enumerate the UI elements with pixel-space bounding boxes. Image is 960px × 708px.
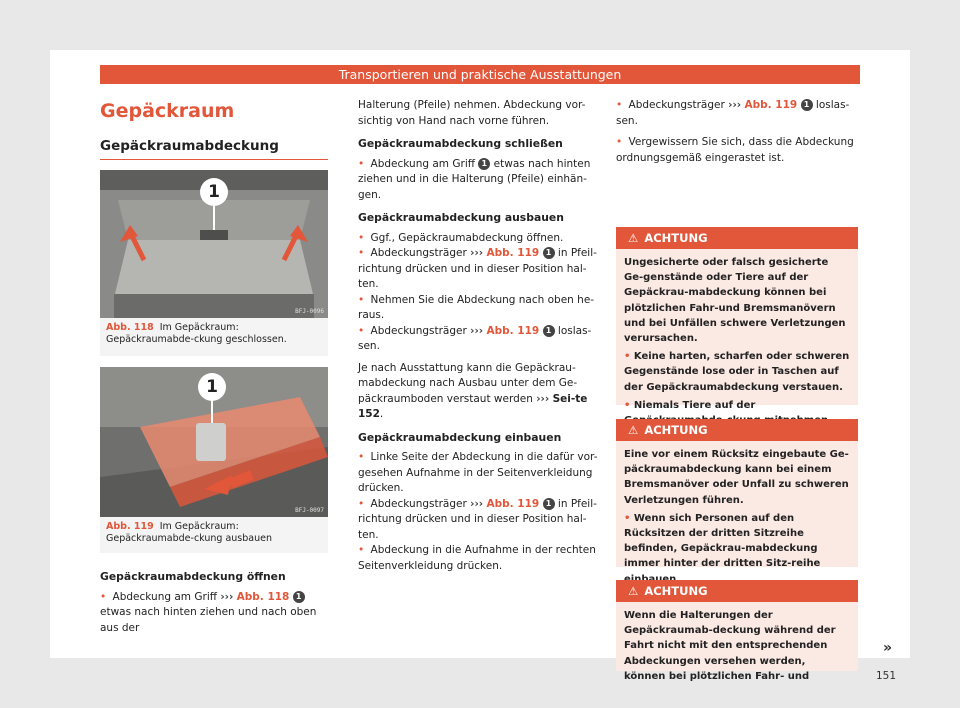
figure-119-caption — [100, 517, 328, 553]
heading-install: Gepäckraumabdeckung einbauen — [358, 430, 562, 444]
page — [50, 50, 910, 682]
bullet-dot: • — [624, 512, 631, 524]
bullet-text: Abdeckungsträger — [370, 247, 467, 259]
figure-reference-link[interactable]: Abb. 119 — [486, 324, 540, 337]
list-item — [358, 450, 602, 497]
bullet-text: etwas nach hinten ziehen und in die Halterung (Pfeile) einhän-gen. — [358, 157, 591, 201]
figure-119-callout: 1 — [198, 373, 226, 401]
list-item — [358, 543, 602, 574]
figure-118-callout: 1 — [200, 178, 228, 206]
warning-bullet-text: Wenn sich Personen auf den Rücksitzen der dritten Sitzreihe befinden, Gepäckrau-mabdeckung immer hinter der dritten Sitz-reihe — [624, 512, 821, 570]
bullet-text: Abdeckungsträger — [370, 324, 467, 337]
callout-number: 1 — [293, 591, 305, 603]
figure-118-caption — [100, 318, 328, 356]
figure-119-code: BFJ-0097 — [295, 507, 324, 514]
heading-open: Gepäckraumabdeckung öffnen — [100, 570, 286, 583]
bullet-dot: • — [100, 590, 107, 603]
bullet-text: loslas-sen. — [358, 324, 592, 352]
warning-bullet-text: Keine harten, scharfen oder schweren Gegenstände lose oder in Taschen auf der Gepäckraumabdeckung verstauen. — [624, 351, 850, 393]
bullet-text: Linke Seite der Abdeckung in die dafür vor-gesehen Aufnahme in der Seitenverkleidung drücken. — [358, 451, 598, 494]
page-number: 151 — [876, 670, 897, 682]
bullet-dot: • — [358, 231, 365, 244]
figure-119-caption-text: Im Gepäckraum: Gepäckraumabde-ckung ausbauen — [106, 521, 272, 544]
list-item — [358, 324, 602, 355]
list-item — [358, 497, 602, 544]
header-bar: Transportieren und praktische Ausstattungen — [100, 65, 860, 84]
warning-triangle-icon: ⚠ — [628, 231, 639, 245]
subsection-title: Gepäckraumabdeckung — [100, 138, 328, 160]
bullet-dot: • — [358, 324, 365, 337]
bullet-dot: • — [624, 399, 631, 411]
figure-118-caption-text: Im Gepäckraum: Gepäckraumabde-ckung geschlossen. — [106, 322, 287, 345]
warning-triangle-icon: ⚠ — [628, 423, 639, 437]
bullet-dot: • — [616, 136, 623, 148]
callout-number: 1 — [543, 247, 555, 259]
warning-title: ACHTUNG — [644, 423, 708, 437]
bullet-dot: • — [624, 351, 631, 363]
continue-mark: » — [883, 640, 893, 656]
column-3-text — [616, 98, 858, 166]
warning-text: Ungesicherte oder falsch gesicherte Ge-genstände oder Tiere auf der Gepäckrau-mabdeckung können bei plötzlichen Fahr-und Bremsmanövern und bei Unfällen schwere Verletzungen verursachen. — [624, 257, 846, 345]
warning-header — [616, 580, 858, 602]
bullet-dot: • — [616, 99, 623, 111]
paragraph: Je nach Ausstattung kann die Gepäckrau-mabdeckung nach Ausbau unter dem Ge-päckraumboden verstaut werden ››› Sei-te 152. — [358, 361, 588, 420]
page-reference-link[interactable]: Sei-te 152 — [358, 392, 588, 420]
callout-number: 1 — [543, 325, 555, 337]
figure-118-image — [100, 170, 328, 318]
figure-reference-link[interactable]: Abb. 118 — [236, 590, 290, 603]
warning-triangle-icon: ⚠ — [628, 584, 639, 598]
chevron-triple-icon: ››› — [470, 324, 484, 337]
bullet-text: etwas nach hinten ziehen und nach oben aus der — [100, 606, 317, 634]
chevron-triple-icon: ››› — [536, 392, 550, 405]
warning-bullet-text: Niemals Tiere auf der — [633, 399, 756, 411]
bullet-dot: • — [358, 293, 365, 306]
callout-number: 1 — [801, 99, 813, 111]
warning-title: ACHTUNG — [644, 584, 708, 598]
list-item — [358, 231, 602, 247]
bullet-text: Ggf., Gepäckraumabdeckung öffnen. — [370, 231, 564, 244]
bullet-dot: • — [358, 544, 365, 556]
warning-title: ACHTUNG — [644, 231, 708, 245]
warning-header — [616, 419, 858, 441]
bullet-text: in Pfeil-richtung drücken und in dieser Position hal-ten. — [358, 247, 597, 290]
warning-box — [616, 227, 858, 411]
chevron-triple-icon: ››› — [728, 99, 742, 111]
warning-body — [616, 441, 858, 598]
callout-number: 1 — [478, 158, 490, 170]
list-item — [624, 511, 850, 587]
list-item — [616, 135, 858, 166]
figure-118-code: BFJ-0096 — [295, 308, 324, 315]
figure-reference-link[interactable]: Abb. 119 — [744, 99, 798, 111]
bullet-text: Abdeckung am Griff — [112, 590, 217, 603]
list-item — [100, 590, 328, 637]
warning-box — [616, 419, 858, 570]
paragraph-text: Je nach Ausstattung kann die Gepäckrau-mabdeckung nach Ausbau unter dem Ge-päckraumboden verstaut werden — [358, 361, 578, 405]
warning-text: Eine vor einem Rücksitz eingebaute Ge-päckraumabdeckung kann bei einem Bremsmanöver oder Unfall zu schweren Verletzungen führen. — [624, 449, 849, 506]
heading-remove: Gepäckraumabdeckung ausbauen — [358, 211, 564, 224]
column-2-text — [358, 98, 602, 574]
warning-header — [616, 227, 858, 249]
list-item — [358, 246, 602, 293]
bullet-text: Vergewissern Sie sich, dass die Abdeckung ordnungsgemäß eingerastet ist. — [616, 136, 854, 164]
list-item — [358, 293, 602, 324]
bullet-text: Abdeckung in die Aufnahme in der rechten Seitenverkleidung drücken. — [358, 544, 596, 572]
warning-body — [616, 249, 858, 439]
list-item — [616, 98, 858, 129]
callout-number: 1 — [543, 498, 555, 510]
section-title: Gepäckraum — [100, 100, 235, 122]
chevron-triple-icon: ››› — [470, 247, 484, 259]
warning-box — [616, 580, 858, 682]
bullet-dot: • — [358, 497, 365, 510]
heading-close: Gepäckraumabdeckung schließen — [358, 137, 563, 150]
figure-119-image — [100, 367, 328, 517]
chevron-triple-icon: ››› — [470, 497, 484, 510]
warning-body — [616, 602, 858, 695]
figure-reference-link[interactable]: Abb. 119 — [486, 247, 540, 259]
paragraph: Halterung (Pfeile) nehmen. Abdeckung vor-sichtig von Hand nach vorne führen. — [358, 99, 586, 127]
bullet-dot: • — [358, 157, 365, 170]
chevron-triple-icon: ››› — [220, 590, 234, 603]
bullet-dot: • — [358, 247, 365, 259]
column-1-text — [100, 562, 328, 636]
figure-118-label: Abb. 118 — [106, 322, 154, 333]
bullet-text: Abdeckung am Griff — [370, 157, 475, 170]
bullet-text: loslas-sen. — [616, 99, 850, 127]
figure-reference-link[interactable]: Abb. 119 — [486, 497, 540, 510]
bullet-dot: • — [358, 451, 365, 463]
list-item — [358, 157, 602, 204]
warning-text: Wenn die Halterungen der Gepäckraumab-deckung während der Fahrt nicht mit den entsprechenden Abdeckungen versehen werden, können bei plötzlichen Fahr- und — [624, 610, 836, 682]
bullet-text: Nehmen Sie die Abdeckung nach oben he-raus. — [358, 293, 595, 321]
bullet-text: Abdeckungsträger — [370, 497, 467, 510]
bullet-text: in Pfeil-richtung drücken und in dieser Position hal-ten. — [358, 497, 597, 541]
figure-119-label: Abb. 119 — [106, 521, 154, 532]
list-item — [624, 349, 850, 395]
bullet-text: Abdeckungsträger — [628, 99, 725, 111]
